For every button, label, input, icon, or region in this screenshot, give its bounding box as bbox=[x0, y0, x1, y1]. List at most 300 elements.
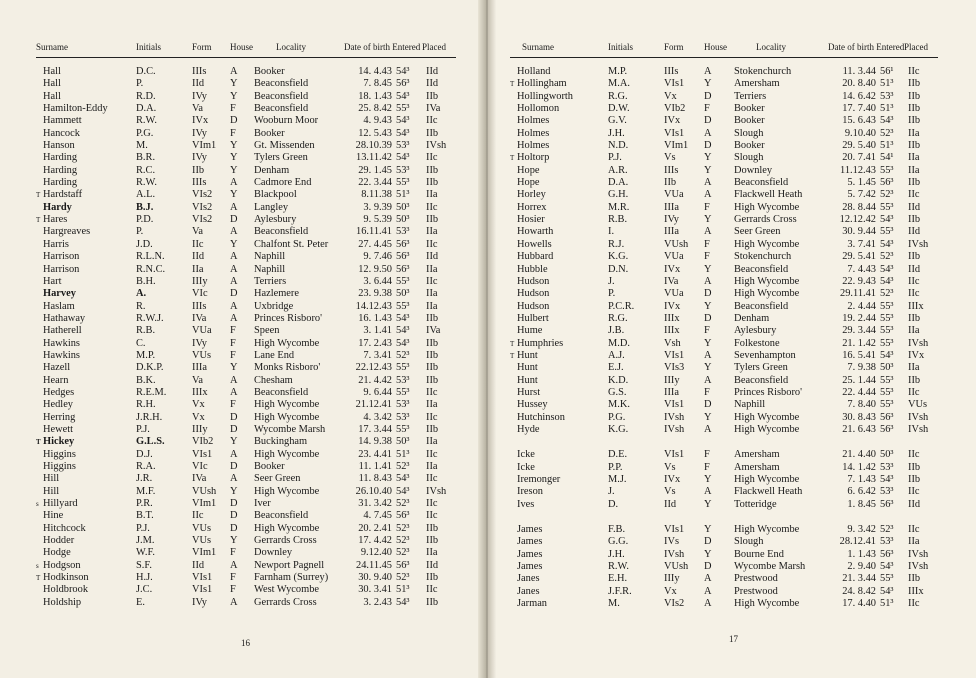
cell-dob: 5. 1.45 bbox=[847, 177, 876, 189]
cell-form: VIm1 bbox=[192, 498, 217, 510]
cell-entered: 52³ bbox=[396, 535, 410, 547]
surname-text: Jarman bbox=[517, 598, 548, 610]
cell-form: IIIy bbox=[192, 275, 208, 287]
cell-locality: Flackwell Heath bbox=[734, 486, 803, 498]
cell-dob: 17. 7.40 bbox=[842, 103, 876, 115]
cell-locality: High Wycombe bbox=[734, 474, 800, 485]
right-header-row bbox=[510, 40, 938, 58]
cell-locality: Gerrards Cross bbox=[254, 596, 317, 608]
cell-initials: W.F. bbox=[136, 547, 155, 559]
table-row bbox=[510, 276, 938, 288]
cell-locality: Slough bbox=[734, 536, 764, 548]
surname-text: Harding bbox=[43, 152, 78, 164]
cell-entered: 55³ bbox=[396, 177, 410, 189]
cell-dob: 11.12.43 bbox=[840, 164, 876, 176]
cell-entered: 53³ bbox=[396, 140, 410, 152]
cell-initials: R.W. bbox=[608, 561, 629, 573]
cell-surname bbox=[510, 276, 608, 288]
cell-entered: 50³ bbox=[880, 449, 894, 461]
row-mark: T bbox=[36, 438, 41, 447]
cell-locality: Seer Green bbox=[734, 226, 781, 238]
cell-surname bbox=[510, 573, 608, 585]
cell-initials: J.H. bbox=[608, 548, 625, 560]
cell-form: IVsh bbox=[664, 548, 685, 560]
cell-dob: 22. 4.44 bbox=[842, 386, 876, 398]
surname-text: Hume bbox=[517, 325, 543, 337]
table-row bbox=[36, 449, 456, 461]
cell-initials: I. bbox=[608, 226, 615, 238]
surname-text: Holmes bbox=[517, 140, 550, 152]
cell-entered: 50³ bbox=[880, 362, 894, 374]
cell-surname bbox=[510, 449, 608, 461]
cell-form: VIs2 bbox=[192, 201, 213, 213]
table-row bbox=[510, 387, 938, 399]
cell-surname bbox=[36, 115, 136, 127]
cell-initials: G.S. bbox=[608, 386, 627, 398]
cell-initials: A. bbox=[136, 288, 147, 300]
surname-text: Hodgson bbox=[43, 559, 81, 571]
cell-locality: Booker bbox=[254, 127, 285, 139]
cell-dob: 4. 3.42 bbox=[363, 411, 392, 423]
cell-form: IVa bbox=[664, 275, 679, 287]
cell-placed: IIc bbox=[908, 66, 920, 77]
cell-dob: 17. 2.43 bbox=[358, 337, 392, 349]
surname-text: Hine bbox=[43, 510, 64, 522]
cell-entered: 54³ bbox=[396, 90, 410, 102]
cell-entered: 53³ bbox=[880, 461, 894, 473]
cell-house: A bbox=[704, 486, 712, 498]
cell-surname bbox=[36, 177, 136, 189]
surname-text: Ives bbox=[517, 498, 535, 510]
cell-initials: J. bbox=[608, 486, 615, 498]
cell-dob: 1. 8.45 bbox=[847, 498, 876, 510]
cell-placed: IIb bbox=[908, 177, 921, 189]
cell-form: IIIs bbox=[192, 177, 207, 189]
cell-initials: P.G. bbox=[608, 411, 626, 423]
cell-house: A bbox=[704, 127, 712, 139]
cell-form: IVy bbox=[664, 214, 680, 226]
cell-dob: 9. 5.39 bbox=[363, 214, 392, 226]
cell-entered: 56³ bbox=[880, 411, 894, 423]
cell-dob: 24. 8.42 bbox=[842, 585, 876, 597]
cell-placed: IIc bbox=[908, 189, 920, 201]
cell-form: VIc bbox=[192, 288, 208, 300]
cell-house: Y bbox=[704, 164, 712, 176]
cell-placed: IIb bbox=[426, 177, 439, 189]
table-row bbox=[510, 177, 938, 189]
cell-dob: 4. 7.45 bbox=[363, 510, 392, 522]
cell-form: VIb2 bbox=[192, 436, 214, 448]
cell-placed: IIb bbox=[426, 423, 439, 435]
cell-initials: N.D. bbox=[608, 140, 629, 152]
cell-initials: J.B. bbox=[608, 325, 625, 337]
cell-house: F bbox=[230, 337, 236, 349]
surname-text: Hamilton-Eddy bbox=[43, 103, 108, 115]
cell-surname bbox=[510, 103, 608, 115]
cell-house: D bbox=[704, 312, 712, 324]
cell-initials: R.A. bbox=[136, 461, 156, 472]
cell-dob: 21. 1.42 bbox=[842, 337, 876, 349]
cell-placed: IVa bbox=[426, 325, 441, 337]
cell-dob: 17. 4.42 bbox=[358, 535, 392, 547]
cell-form: VIs3 bbox=[664, 362, 685, 374]
table-row bbox=[510, 140, 938, 152]
cell-form: Vsh bbox=[664, 337, 681, 349]
cell-dob: 29. 3.44 bbox=[842, 325, 876, 337]
surname-text: Hart bbox=[43, 275, 62, 287]
cell-house: A bbox=[704, 226, 712, 238]
surname-text: Harrison bbox=[43, 251, 80, 263]
cell-surname bbox=[36, 387, 136, 399]
cell-initials: S.F. bbox=[136, 559, 152, 571]
cell-dob: 21. 4.40 bbox=[842, 449, 876, 461]
cell-placed: IIb bbox=[426, 164, 439, 176]
cell-entered: 54³ bbox=[880, 238, 894, 250]
cell-dob: 21. 3.44 bbox=[842, 573, 876, 585]
cell-house: F bbox=[704, 103, 710, 115]
surname-text: Hutchinson bbox=[517, 411, 565, 423]
cell-locality: High Wycombe bbox=[734, 288, 800, 300]
cell-locality: Chalfont St. Peter bbox=[254, 238, 329, 250]
cell-initials: B.J. bbox=[136, 201, 154, 213]
cell-house: A bbox=[230, 300, 238, 312]
cell-form: VUa bbox=[192, 325, 212, 337]
cell-surname bbox=[36, 375, 136, 387]
cell-entered: 53³ bbox=[396, 226, 410, 238]
cell-surname bbox=[36, 103, 136, 115]
cell-entered: 54³ bbox=[396, 337, 410, 349]
cell-form: IIa bbox=[192, 263, 204, 275]
table-row bbox=[510, 561, 938, 573]
cell-locality: Princes Risboro' bbox=[734, 386, 802, 398]
table-row bbox=[510, 288, 938, 300]
cell-house: A bbox=[230, 201, 238, 213]
cell-entered: 54³ bbox=[880, 585, 894, 597]
cell-form: Va bbox=[192, 374, 203, 386]
surname-text: Hurst bbox=[517, 386, 541, 398]
cell-dob: 3. 2.43 bbox=[363, 596, 392, 608]
cell-placed: IIc bbox=[426, 411, 438, 423]
cell-locality: High Wycombe bbox=[254, 411, 320, 423]
surname-text: Hancock bbox=[43, 127, 80, 139]
surname-text: Harris bbox=[43, 238, 69, 250]
cell-initials: D.A. bbox=[608, 177, 629, 189]
cell-initials: B.H. bbox=[136, 275, 156, 287]
table-row bbox=[510, 573, 938, 585]
cell-dob: 15. 6.43 bbox=[842, 115, 876, 127]
cell-locality: High Wycombe bbox=[734, 238, 800, 250]
cell-locality: Wooburn Moor bbox=[254, 115, 319, 127]
cell-surname bbox=[36, 399, 136, 411]
cell-surname bbox=[510, 140, 608, 152]
cell-form: IIIa bbox=[664, 386, 679, 398]
cell-locality: Naphill bbox=[734, 399, 766, 411]
cell-form: IVx bbox=[192, 115, 209, 127]
cell-locality: Aylesbury bbox=[734, 325, 777, 337]
cell-initials: R.J. bbox=[608, 238, 625, 250]
cell-house: D bbox=[704, 561, 712, 573]
row-mark: T bbox=[510, 154, 515, 163]
surname-text: Hunt bbox=[517, 362, 538, 374]
cell-placed: IIc bbox=[908, 275, 920, 287]
cell-entered: 56³ bbox=[880, 498, 894, 510]
cell-locality: Princes Risboro' bbox=[254, 312, 322, 324]
cell-form: IVx bbox=[664, 474, 681, 485]
cell-house: A bbox=[704, 66, 712, 77]
surname-text: Hawkins bbox=[43, 337, 80, 349]
cell-surname bbox=[36, 436, 136, 448]
cell-surname bbox=[510, 375, 608, 387]
cell-locality: High Wycombe bbox=[254, 448, 320, 460]
cell-dob: 18. 1.43 bbox=[358, 90, 392, 102]
table-row bbox=[510, 313, 938, 325]
cell-form: Vs bbox=[664, 486, 676, 498]
cell-house: A bbox=[230, 275, 238, 287]
cell-dob: 29. 5.40 bbox=[842, 140, 876, 152]
table-row bbox=[510, 128, 938, 140]
cell-dob: 16. 1.43 bbox=[358, 312, 392, 324]
cell-dob: 3. 7.41 bbox=[847, 238, 876, 250]
cell-form: VIs1 bbox=[664, 399, 685, 411]
cell-form: VUsh bbox=[664, 561, 689, 573]
cell-initials: G.G. bbox=[608, 536, 629, 548]
cell-locality: Langley bbox=[254, 201, 289, 213]
surname-text: Hudson bbox=[517, 275, 550, 287]
cell-initials: M.P. bbox=[136, 349, 156, 361]
surname-text: Hargreaves bbox=[43, 226, 91, 238]
cell-house: Y bbox=[230, 189, 238, 201]
row-mark: T bbox=[510, 351, 515, 360]
cell-entered: 54³ bbox=[880, 263, 894, 275]
cell-surname bbox=[36, 510, 136, 522]
cell-initials: J.C. bbox=[136, 584, 153, 596]
cell-dob: 9.10.40 bbox=[844, 127, 876, 139]
cell-surname bbox=[510, 412, 608, 424]
cell-dob: 9.12.40 bbox=[360, 547, 392, 559]
cell-initials: P.P. bbox=[608, 461, 623, 473]
surname-text: Howells bbox=[517, 238, 552, 250]
cell-form: IVy bbox=[192, 127, 208, 139]
cell-dob: 16. 5.41 bbox=[842, 349, 876, 361]
cell-house: A bbox=[230, 374, 238, 386]
cell-placed: IIb bbox=[426, 214, 439, 226]
table-row bbox=[36, 288, 456, 300]
cell-surname bbox=[510, 165, 608, 177]
cell-entered: 52³ bbox=[396, 522, 410, 534]
cell-entered: 54³ bbox=[880, 349, 894, 361]
cell-surname bbox=[510, 226, 608, 238]
cell-form: IIb bbox=[192, 164, 205, 176]
cell-house: F bbox=[230, 572, 236, 584]
cell-surname bbox=[510, 561, 608, 573]
surname-text: Hodder bbox=[43, 535, 75, 547]
cell-locality: Naphill bbox=[254, 263, 286, 275]
cell-initials: A.L. bbox=[136, 189, 156, 201]
cell-house: Y bbox=[704, 498, 712, 510]
surname-text: Hill bbox=[43, 473, 60, 485]
cell-initials: R. bbox=[136, 300, 146, 312]
cell-house: A bbox=[704, 585, 712, 597]
row-mark: T bbox=[510, 339, 515, 348]
surname-text: Harrison bbox=[43, 263, 80, 275]
cell-form: Va bbox=[192, 103, 203, 115]
header-house: House bbox=[704, 40, 732, 58]
cell-entered: 55³ bbox=[396, 103, 410, 115]
cell-entered: 54³ bbox=[396, 115, 410, 127]
cell-placed: IIIx bbox=[908, 585, 924, 597]
cell-dob: 30. 8.43 bbox=[842, 411, 876, 423]
cell-initials: R.H. bbox=[136, 399, 156, 411]
cell-surname bbox=[36, 66, 136, 78]
cell-locality: Stokenchurch bbox=[734, 66, 792, 77]
cell-surname bbox=[36, 264, 136, 276]
cell-house: F bbox=[230, 547, 236, 559]
gap-cell bbox=[510, 436, 938, 449]
cell-form: VIs2 bbox=[192, 214, 213, 226]
cell-surname bbox=[510, 264, 608, 276]
cell-placed: IIa bbox=[426, 547, 438, 559]
cell-locality: Amersham bbox=[734, 449, 780, 461]
cell-house: A bbox=[230, 177, 238, 189]
surname-text: Hall bbox=[43, 90, 61, 102]
cell-locality: Wycombe Marsh bbox=[734, 561, 806, 573]
cell-initials: P.J. bbox=[136, 522, 150, 534]
cell-house: A bbox=[230, 251, 238, 263]
cell-initials: M.D. bbox=[608, 337, 630, 349]
cell-surname bbox=[510, 424, 608, 436]
cell-locality: Gerrards Cross bbox=[254, 535, 317, 547]
table-row bbox=[36, 165, 456, 177]
cell-form: Vx bbox=[192, 411, 205, 423]
table-row bbox=[510, 115, 938, 127]
cell-dob: 28. 8.44 bbox=[842, 201, 876, 213]
cell-form: IIIs bbox=[664, 66, 679, 77]
table-row bbox=[36, 128, 456, 140]
cell-entered: 55³ bbox=[880, 386, 894, 398]
table-row bbox=[36, 486, 456, 498]
surname-text: Hawkins bbox=[43, 349, 80, 361]
cell-locality: Amersham bbox=[734, 78, 780, 90]
cell-form: VIb2 bbox=[664, 103, 686, 115]
cell-initials: P.D. bbox=[136, 214, 154, 226]
cell-entered: 51³ bbox=[396, 189, 410, 201]
surname-text: Hubbard bbox=[517, 251, 554, 263]
cell-house: Y bbox=[704, 411, 712, 423]
cell-surname bbox=[36, 523, 136, 535]
cell-dob: 14. 1.42 bbox=[842, 461, 876, 473]
table-row bbox=[36, 66, 456, 78]
cell-locality: Denham bbox=[254, 164, 290, 176]
cell-locality: High Wycombe bbox=[254, 522, 320, 534]
cell-house: Y bbox=[230, 152, 238, 164]
table-row bbox=[36, 572, 456, 584]
cell-placed: IIb bbox=[426, 127, 439, 139]
cell-placed: IIa bbox=[908, 362, 920, 374]
surname-text: Icke bbox=[517, 461, 535, 473]
cell-placed: IIa bbox=[908, 536, 920, 548]
cell-form: VIs2 bbox=[192, 189, 213, 201]
table-row bbox=[36, 301, 456, 313]
cell-surname bbox=[36, 412, 136, 424]
cell-dob: 31. 3.42 bbox=[358, 498, 392, 510]
cell-form: IIIy bbox=[664, 573, 680, 585]
cell-dob: 14. 4.43 bbox=[358, 66, 392, 77]
surname-text: Hollingworth bbox=[517, 90, 573, 102]
cell-locality: Wycombe Marsh bbox=[254, 423, 326, 435]
surname-text: Hosier bbox=[517, 214, 545, 226]
cell-house: D bbox=[230, 411, 238, 423]
cell-locality: Booker bbox=[254, 66, 285, 77]
cell-surname bbox=[510, 288, 608, 300]
cell-entered: 52³ bbox=[396, 572, 410, 584]
table-row bbox=[36, 214, 456, 226]
cell-placed: IIb bbox=[908, 140, 921, 152]
cell-house: Y bbox=[704, 263, 712, 275]
cell-surname bbox=[510, 251, 608, 263]
cell-locality: Denham bbox=[734, 312, 770, 324]
cell-house: Y bbox=[230, 78, 238, 90]
cell-house: A bbox=[230, 226, 238, 238]
cell-form: VIs1 bbox=[664, 127, 685, 139]
cell-dob: 29. 5.41 bbox=[842, 251, 876, 263]
cell-surname bbox=[510, 115, 608, 127]
cell-surname bbox=[510, 202, 608, 214]
header-dob-entered: Date of birth Entered bbox=[344, 40, 422, 58]
cell-house: Y bbox=[230, 164, 238, 176]
cell-initials: R.N.C. bbox=[136, 263, 166, 275]
cell-initials: J.R.H. bbox=[136, 411, 163, 423]
surname-text: Hardy bbox=[43, 201, 72, 213]
cell-surname bbox=[510, 313, 608, 325]
cell-dob: 25. 1.44 bbox=[842, 374, 876, 386]
cell-initials: K.G. bbox=[608, 251, 629, 263]
group-gap-row bbox=[510, 436, 938, 449]
cell-surname bbox=[36, 572, 136, 584]
table-row bbox=[36, 510, 456, 522]
cell-initials: R.W.J. bbox=[136, 312, 164, 324]
surname-text: James bbox=[517, 524, 543, 536]
cell-locality: Hazlemere bbox=[254, 288, 299, 300]
cell-placed: IIb bbox=[426, 572, 439, 584]
surname-text: Hunt bbox=[517, 349, 538, 361]
cell-locality: Beaconsfield bbox=[734, 374, 789, 386]
cell-placed: IVsh bbox=[908, 411, 929, 423]
cell-surname bbox=[510, 301, 608, 313]
cell-locality: Beaconsfield bbox=[254, 386, 309, 398]
cell-house: F bbox=[704, 325, 710, 337]
cell-placed: IIc bbox=[426, 448, 438, 460]
cell-locality: Monks Risboro' bbox=[254, 362, 321, 374]
right-page-number: 17 bbox=[729, 634, 738, 644]
surname-text: Ireson bbox=[517, 486, 543, 498]
cell-house: F bbox=[704, 449, 710, 461]
cell-entered: 50³ bbox=[396, 436, 410, 448]
table-row bbox=[36, 239, 456, 251]
cell-dob: 7. 8.40 bbox=[847, 399, 876, 411]
cell-locality: Beaconsfield bbox=[734, 177, 789, 189]
cell-initials: D.E. bbox=[608, 449, 628, 461]
cell-surname bbox=[36, 214, 136, 226]
cell-dob: 20. 7.41 bbox=[842, 152, 876, 164]
cell-house: F bbox=[704, 386, 710, 398]
cell-dob: 12.12.42 bbox=[839, 214, 876, 226]
table-row bbox=[510, 66, 938, 78]
cell-locality: Blackpool bbox=[254, 189, 297, 201]
header-surname: Surname bbox=[36, 40, 136, 58]
cell-entered: 53³ bbox=[880, 486, 894, 498]
cell-dob: 3. 1.41 bbox=[363, 325, 392, 337]
cell-placed: IId bbox=[908, 226, 921, 238]
